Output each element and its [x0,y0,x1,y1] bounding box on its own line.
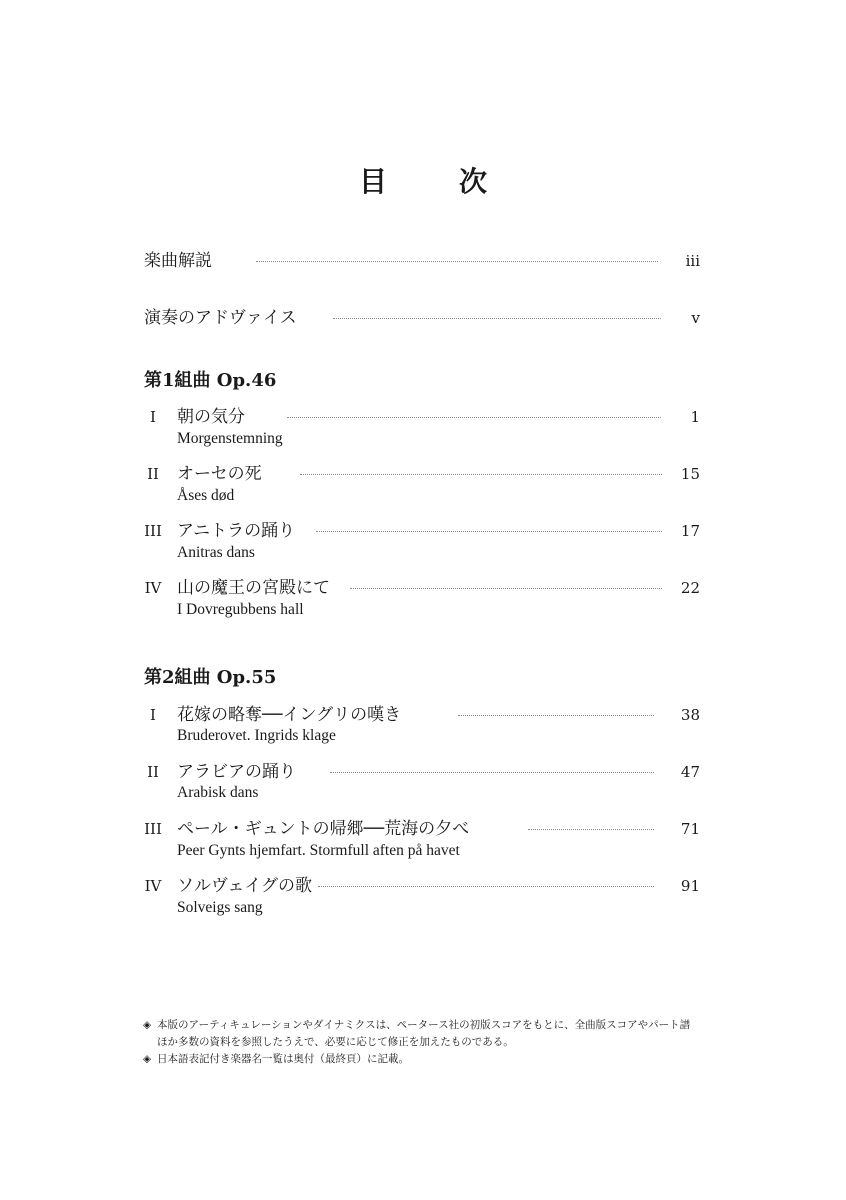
toc-entry-performance-advice[interactable] [0,306,846,334]
movement-numeral: II [147,465,159,483]
movement-numeral: III [144,522,162,540]
toc-entry-suite2-4[interactable] [0,874,846,902]
movement-numeral: I [150,706,156,724]
dot-leader [330,772,654,773]
toc-entry-label: アラビアの踊り [177,762,296,782]
movement-subtitle: Solveigs sang [177,899,263,916]
toc-page-number: 38 [680,706,700,724]
footnotes [143,1017,723,1068]
footnote-1-continuation [143,1034,723,1051]
footnote-text: 日本語表記付き楽器名一覧は奥付（最終頁）に記載。 [157,1053,409,1065]
toc-entry-label: ペール・ギュントの帰郷──荒海の夕べ [177,819,470,839]
movement-numeral: I [150,408,156,426]
movement-subtitle: Bruderovet. Ingrids klage [177,727,336,744]
page-title: 目 次 [358,165,509,198]
movement-subtitle: I Dovregubbens hall [177,601,304,618]
movement-subtitle: Morgenstemning [177,430,283,447]
movement-subtitle: Peer Gynts hjemfart. Stormfull aften på havet [177,842,460,859]
dot-leader [333,318,661,319]
diamond-bullet-icon: ◈ [143,1019,152,1031]
movement-subtitle: Anitras dans [177,544,255,561]
toc-entry-suite2-2[interactable] [0,760,846,788]
toc-page-number: 71 [680,820,700,838]
movement-numeral: III [144,820,162,838]
dot-leader [316,531,662,532]
footnote-text: 本版のアーティキュレーションやダイナミクスは、ペータース社の初版スコアをもとに、全曲版スコアやパート譜 [157,1019,691,1031]
toc-entry-suite1-3[interactable] [0,519,846,547]
dot-leader [300,474,662,475]
diamond-bullet-icon: ◈ [143,1053,152,1065]
toc-page-number: 91 [680,877,700,895]
dot-leader [287,417,661,418]
toc-page-number: 22 [680,579,700,597]
section-heading-suite-2: 第2組曲 Op.55 [144,667,277,688]
toc-page-number: 1 [690,408,700,426]
section-heading-suite-1: 第1組曲 Op.46 [144,370,277,391]
toc-entry-label: 楽曲解説 [144,251,212,271]
toc-page-number: v [691,309,700,327]
toc-entry-label: 山の魔王の宮殿にて [177,578,330,598]
toc-entry-suite1-1[interactable] [0,405,846,433]
toc-entry-label: アニトラの踊り [177,521,296,541]
movement-subtitle: Åses død [177,487,235,504]
movement-numeral: IV [144,877,162,895]
toc-entry-commentary[interactable] [0,249,846,277]
toc-entry-label: 演奏のアドヴァイス [144,308,297,328]
dot-leader [528,829,654,830]
footnote-text: ほか多数の資料を参照したうえで、必要に応じて修正を加えたものである。 [157,1036,514,1048]
toc-entry-suite1-4[interactable] [0,576,846,604]
footnote-1 [143,1017,723,1034]
movement-numeral: IV [144,579,162,597]
toc-entry-suite1-2[interactable] [0,462,846,490]
movement-subtitle: Arabisk dans [177,784,259,801]
toc-entry-label: 朝の気分 [177,407,245,427]
dot-leader [458,715,654,716]
dot-leader [256,261,658,262]
movement-numeral: II [147,763,159,781]
toc-entry-suite2-1[interactable] [0,703,846,731]
toc-page-number: iii [685,252,700,270]
toc-entry-label: ソルヴェイグの歌 [177,876,312,896]
toc-page-number: 17 [680,522,700,540]
dot-leader [318,886,654,887]
dot-leader [350,588,662,589]
toc-page-number: 47 [680,763,700,781]
toc-entry-label: 花嫁の略奪──イングリの嘆き [177,705,402,725]
toc-entry-label: オーセの死 [177,464,262,484]
toc-page-number: 15 [680,465,700,483]
toc-entry-suite2-3[interactable] [0,817,846,845]
footnote-2 [143,1051,723,1068]
